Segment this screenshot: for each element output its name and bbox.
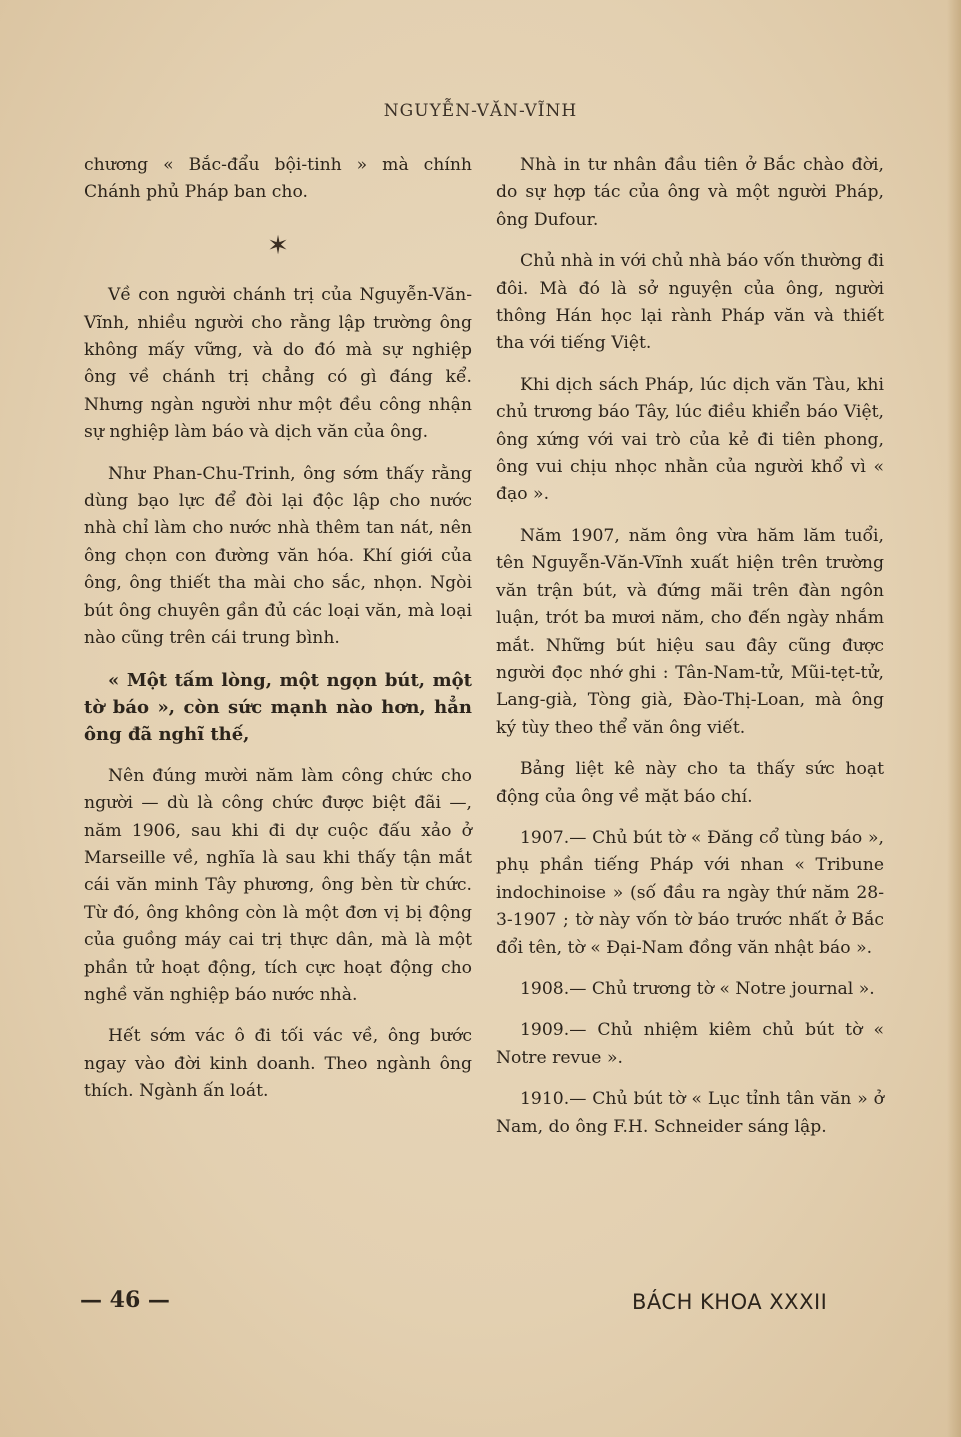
publication-name: BÁCH KHOA XXXII — [632, 1290, 828, 1314]
page-edge-shadow — [947, 0, 961, 1437]
page-number: — 46 — — [80, 1287, 170, 1313]
paragraph: Khi dịch sách Pháp, lúc dịch văn Tàu, khi chủ trương báo Tây, lúc điều khiển báo Việt, ông xứng với vai trò của kẻ đi tiên phong, ông vui chịu nhọc nhằn của người khổ vì « đạo ». — [496, 374, 884, 505]
list-item: 1907.— Chủ bút tờ « Đăng cổ tùng báo », phụ phần tiếng Pháp với nhan « Tribune indochinoise » (số đầu ra ngày thứ năm 28-3-1907 ; tờ này vốn tờ báo trước nhất ở Bắc đổi tên, tờ « Đại-Nam đồng văn nhật báo ». — [496, 827, 884, 958]
right-column — [496, 152, 884, 1155]
list-item: 1909.— Chủ nhiệm kiêm chủ bút tờ « Notre revue ». — [496, 1020, 884, 1068]
list-item: 1910.— Chủ bút tờ « Lục tỉnh tân văn » ở Nam, do ông F.H. Schneider sáng lập. — [496, 1089, 884, 1137]
paragraph: Như Phan-Chu-Trinh, ông sớm thấy rằng dùng bạo lực để đòi lại độc lập cho nước nhà chỉ làm cho nước nhà thêm tan nát, nên ông chọn con đường văn hóa. Khí giới của ông, ông thiết tha mài cho sắc, nhọn. Ngòi bút ông chuyên gần đủ các loại văn, mà loại nào cũng trên cái trung bình. — [84, 463, 472, 649]
paragraph: Chủ nhà in với chủ nhà báo vốn thường đi đôi. Mà đó là sở nguyện của ông, người thông Hán học lại rành Pháp văn và thiết tha với tiếng Việt. — [496, 251, 884, 354]
left-column — [84, 152, 472, 1120]
paragraph: Nhà in tư nhân đầu tiên ở Bắc chào đời, do sự hợp tác của ông và một người Pháp, ông Dufour. — [496, 155, 884, 230]
paragraph: chương « Bắc-đẩu bội-tinh » mà chính Chánh phủ Pháp ban cho. — [84, 155, 472, 203]
paragraph: Bảng liệt kê này cho ta thấy sức hoạt động của ông về mặt báo chí. — [496, 759, 884, 807]
paragraph-quote: « Một tấm lòng, một ngọn bút, một tờ báo », còn sức mạnh nào hơn, hẳn ông đã nghĩ thế, — [84, 669, 472, 746]
paragraph: Nên đúng mười năm làm công chức cho người — dù là công chức được biệt đãi —, năm 1906, sau khi đi dự cuộc đấu xảo ở Marseille về, nghĩa là sau khi thấy tận mắt cái văn minh Tây phương, ông bèn từ chức. Từ đó, ông không còn là một đơn vị bị động của guồng máy cai trị thực dân, mà là một phần tử hoạt động, tích cực hoạt động cho nghề văn nghiệp báo nước nhà. — [84, 765, 472, 1005]
running-header: NGUYỄN-VĂN-VĨNH — [383, 101, 578, 121]
paragraph: Năm 1907, năm ông vừa hăm lăm tuổi, tên Nguyễn-Văn-Vĩnh xuất hiện trên trường văn trận bút, và đứng mãi trên đàn ngôn luận, trót ba mươi năm, cho đến ngày nhắm mắt. Những bút hiệu sau đây cũng được người đọc nhớ ghi : Tân-Nam-tử, Mũi-tẹt-tử, Lang-già, Tòng già, Đào-Thị-Loan, mà ông ký tùy theo thể văn ông viết. — [496, 525, 884, 738]
section-star-icon: ✶ — [267, 230, 289, 261]
paragraph: Về con người chánh trị của Nguyễn-Văn-Vĩnh, nhiều người cho rằng lập trường ông không mấy vững, và do đó mà sự nghiệp ông về chánh trị chẳng có gì đáng kể. Nhưng ngàn người như một đều công nhận sự nghiệp làm báo và dịch văn của ông. — [84, 285, 472, 443]
list-item: 1908.— Chủ trương tờ « Notre journal ». — [520, 978, 875, 999]
paragraph: Hết sớm vác ô đi tối vác về, ông bước ngay vào đời kinh doanh. Theo ngành ông thích. Ngành ấn loát. — [84, 1026, 472, 1102]
